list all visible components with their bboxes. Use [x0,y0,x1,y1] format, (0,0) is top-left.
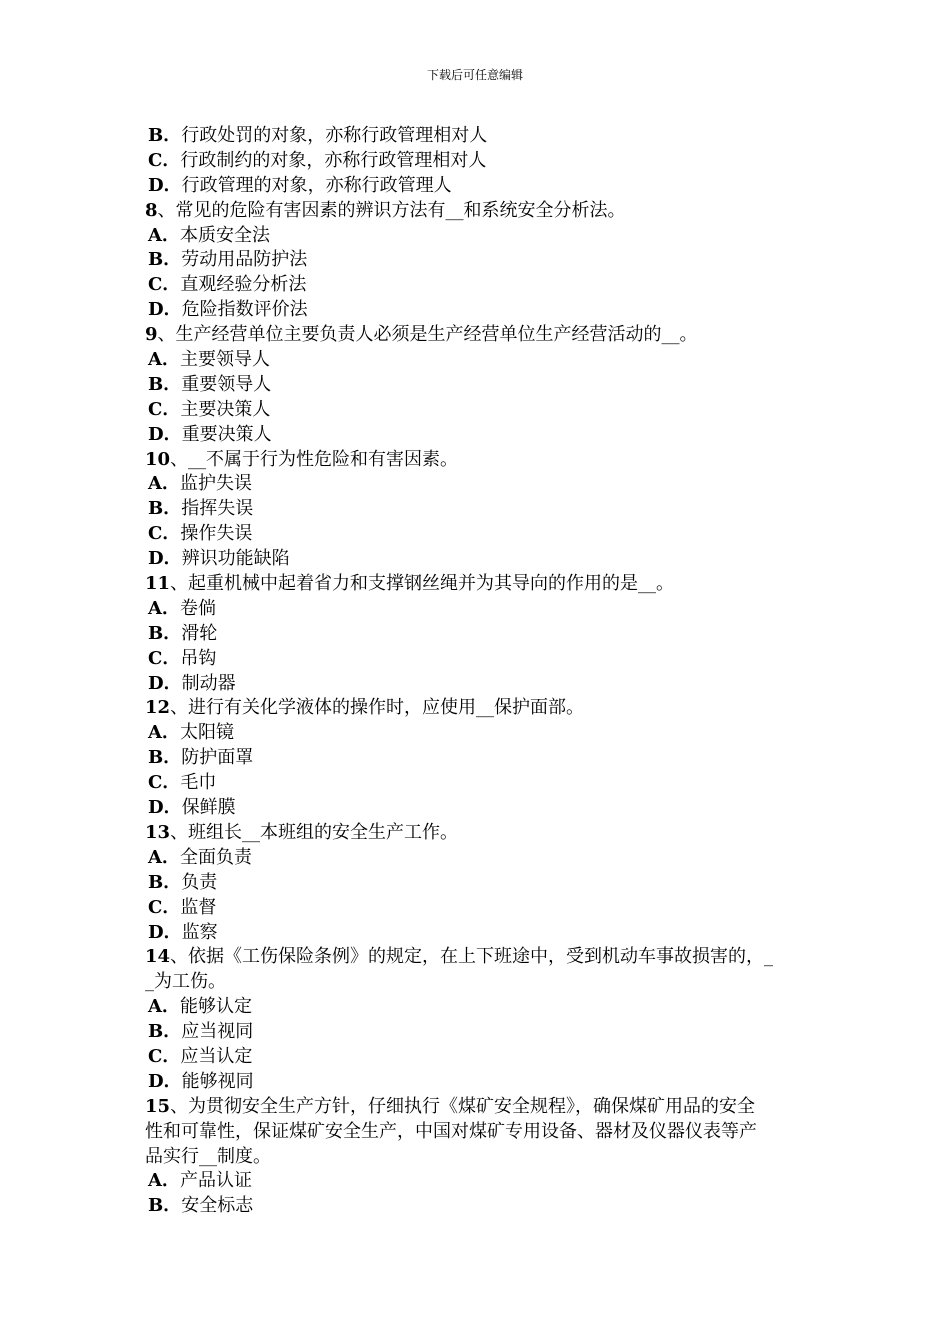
option-letter: B． [148,373,182,395]
option-text: 劳动用品防护法 [181,249,308,271]
question-continuation: 性和可靠性，保证煤矿安全生产，中国对煤矿专用设备、器材及仪器仪表等产 [145,1120,757,1142]
option-text: 重要决策人 [181,423,272,445]
question-text: 、__不属于行为性危险和有害因素。 [170,448,459,470]
option-line [145,1169,813,1194]
option-text: 指挥失误 [181,498,254,520]
question-line [145,448,813,473]
page-header: 下载后可任意编辑 [426,68,523,82]
option-letter: D． [148,548,182,570]
option-letter: C． [148,523,181,545]
question-number: 11 [145,573,171,595]
question-line [145,1095,813,1120]
option-text: 能够认定 [179,996,252,1018]
option-line [145,248,813,273]
option-letter: D． [148,174,182,196]
question-number: 14 [145,946,171,968]
question-text: 、常见的危险有害因素的辨识方法有__和系统安全分析法。 [157,199,626,221]
option-letter: C． [148,274,181,296]
option-line [145,224,813,249]
option-letter: C． [148,398,181,420]
option-line [145,771,813,796]
option-text: 保鲜膜 [181,797,236,819]
option-text: 直观经验分析法 [180,274,307,296]
option-letter: B． [148,622,182,644]
option-text: 行政制约的对象，亦称行政管理相对人 [180,149,487,171]
option-letter: D． [148,921,182,943]
option-line [145,547,813,572]
option-text: 行政管理的对象，亦称行政管理人 [181,174,452,196]
question-line [145,199,813,224]
option-letter: B． [148,1021,182,1043]
option-text: 监察 [181,921,218,943]
option-text: 危险指数评价法 [181,299,308,321]
option-line [145,1020,813,1045]
option-letter: D． [148,672,182,694]
option-line [145,597,813,622]
question-line [145,945,813,970]
option-text: 主要决策人 [180,398,271,420]
option-text: 重要领导人 [181,373,272,395]
option-line [145,273,813,298]
option-text: 毛巾 [180,772,217,794]
question-line [145,323,813,348]
option-line [145,921,813,946]
option-letter: B． [148,871,182,893]
question-number: 15 [145,1095,171,1117]
option-line [145,672,813,697]
question-number: 13 [145,821,171,843]
question-number: 9 [145,324,158,346]
option-line [145,896,813,921]
option-line [145,497,813,522]
document-body [145,124,813,1219]
option-letter: C． [148,149,181,171]
option-letter: A． [148,473,180,495]
option-text: 行政处罚的对象，亦称行政管理相对人 [181,125,488,146]
question-number: 12 [145,697,171,719]
question-number: 8 [145,199,158,221]
option-letter: D． [148,423,182,445]
option-line [145,423,813,448]
option-text: 制动器 [181,672,236,694]
option-line [145,348,813,373]
option-text: 监护失误 [179,473,252,495]
option-line [145,622,813,647]
option-text: 安全标志 [181,1195,254,1217]
option-line [145,522,813,547]
option-letter: C． [148,1045,181,1067]
option-line [145,746,813,771]
option-text: 防护面罩 [181,747,254,769]
option-letter: B． [148,1195,182,1217]
option-line [145,373,813,398]
question-text: 、班组长__本班组的安全生产工作。 [170,821,459,843]
option-text: 能够视同 [181,1070,254,1092]
option-letter: D． [148,299,182,321]
option-letter: A． [148,224,180,246]
option-line [145,174,813,199]
option-text: 操作失误 [180,523,253,545]
option-letter: B． [148,498,182,520]
question-text: 、为贯彻安全生产方针，仔细执行《煤矿安全规程》，确保煤矿用品的安全 [170,1095,756,1117]
question-text: 、依据《工伤保险条例》的规定，在上下班途中，受到机动车事故损害的，_ [170,946,774,968]
question-continuation: 品实行__制度。 [145,1145,271,1167]
question-line [145,572,813,597]
option-text: 太阳镜 [179,722,234,744]
option-text: 本质安全法 [179,224,270,246]
option-letter: D． [148,797,182,819]
option-letter: A． [148,722,180,744]
option-line [145,796,813,821]
option-line [145,995,813,1020]
question-line [145,696,813,721]
option-line [145,871,813,896]
option-letter: C． [148,896,181,918]
option-letter: B． [148,125,182,146]
option-letter: A． [148,1170,180,1192]
question-continuation: _为工伤。 [145,971,226,993]
question-text: 、起重机械中起着省力和支撑钢丝绳并为其导向的作用的是__。 [170,573,675,595]
option-text: 滑轮 [181,622,218,644]
option-letter: A． [148,597,180,619]
option-line [145,1070,813,1095]
option-text: 吊钩 [180,647,217,669]
option-text: 负责 [181,871,218,893]
option-line [145,298,813,323]
option-letter: B． [148,249,182,271]
option-line [145,846,813,871]
option-text: 辨识功能缺陷 [181,548,290,570]
option-line [145,1045,813,1070]
option-text: 产品认证 [179,1170,252,1192]
option-text: 全面负责 [179,846,252,868]
option-letter: C． [148,772,181,794]
option-letter: B． [148,747,182,769]
option-text: 主要领导人 [179,349,270,371]
option-text: 应当视同 [181,1021,254,1043]
option-line [145,721,813,746]
option-letter: A． [148,349,180,371]
question-number: 10 [145,448,171,470]
option-line [145,647,813,672]
option-line [145,124,813,149]
option-line [145,1194,813,1219]
option-letter: C． [148,647,181,669]
option-line [145,398,813,423]
option-line [145,149,813,174]
option-letter: A． [148,996,180,1018]
option-text: 应当认定 [180,1045,253,1067]
option-letter: A． [148,846,180,868]
option-text: 卷倘 [179,597,216,619]
question-line [145,821,813,846]
option-letter: D． [148,1070,182,1092]
option-text: 监督 [180,896,217,918]
option-line [145,472,813,497]
question-text: 、进行有关化学液体的操作时，应使用__保护面部。 [170,697,585,719]
question-text: 、生产经营单位主要负责人必须是生产经营单位生产经营活动的__。 [157,324,698,346]
